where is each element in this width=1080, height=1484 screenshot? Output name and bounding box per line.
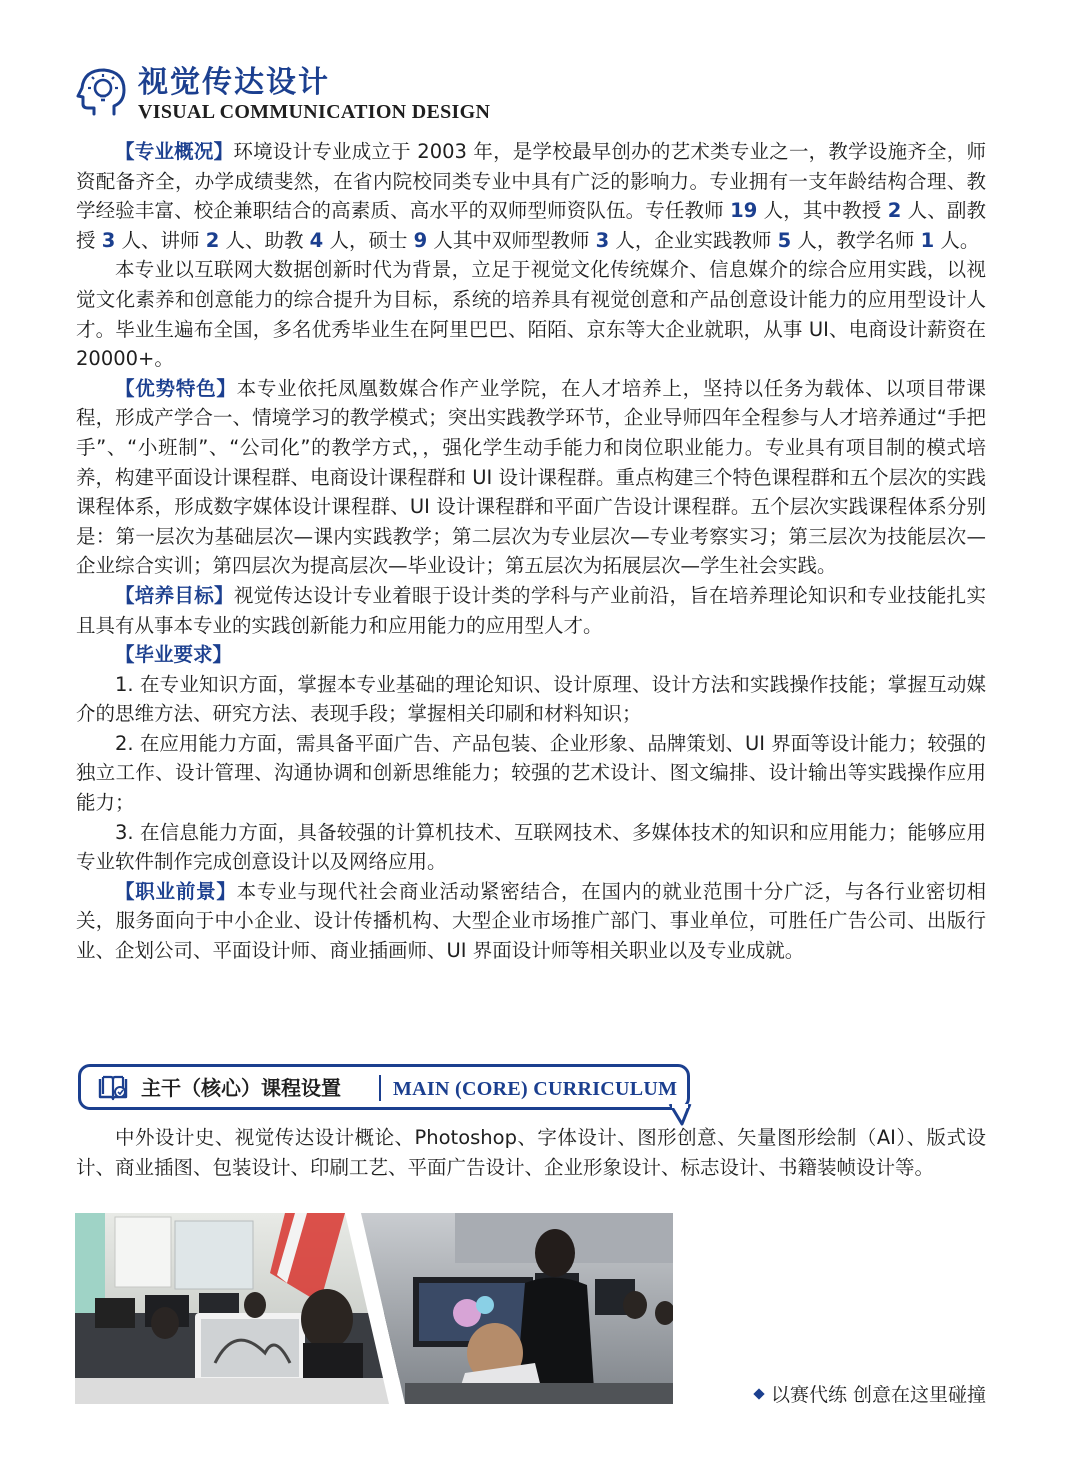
divider (379, 1075, 381, 1101)
overview-text: 人、讲师 (115, 228, 206, 252)
requirements-label: 【毕业要求】 (115, 643, 233, 667)
goals-paragraph (76, 581, 986, 640)
photo-caption (755, 1382, 986, 1408)
stat-number: 2 (205, 228, 220, 252)
overview-paragraph (76, 137, 986, 255)
advantages-text: 本专业依托凤凰数媒合作产业学院，在人才培养上，坚持以任务为载体、以项目带课程，形成产学合一、情境学习的教学模式；突出实践教学环节，企业导师四年全程参与人才培养通过“手把手”、“小班制”、“公司化”的教学方式，，强化学生动手能力和岗位职业能力。专业具有项目制的模式培养，构建平面设计课程群、电商设计课程群和 UI 设计课程群。重点构建三个特色课程群和五个层次的实践课程体系，形成数字媒体设计课程群、UI 设计课程群和平面广告设计课程群。五个层次实践课程体系分别是：第一层次为基础层次—课内实践教学；第二层次为专业层次—专业考察实习；第三层次为技能层次—企业综合实训；第四层次为提高层次—毕业设计；第五层次为拓展层次—学生社会实践。 (76, 376, 986, 578)
goals-text: 视觉传达设计专业着眼于设计类的学科与产业前沿，旨在培养理论知识和专业技能扎实且具有从事本专业的实践创新能力和应用能力的应用型人才。 (76, 583, 986, 637)
stat-number: 4 (309, 228, 324, 252)
stat-number: 9 (413, 228, 428, 252)
classroom-photo (75, 1213, 673, 1404)
background-paragraph: 本专业以互联网大数据创新时代为背景，立足于视觉文化传统媒介、信息媒介的综合应用实践，以视觉文化素养和创意能力的综合提升为目标，系统的培养具有视觉创意和产品创意设计能力的应用型设计人才。毕业生遍布全国，多名优秀毕业生在阿里巴巴、陌陌、京东等大企业就职，从事 UI、电商设计薪资在 20000+。 (76, 258, 986, 371)
overview-text: 人，企业实践教师 (609, 228, 778, 252)
book-icon (97, 1075, 129, 1101)
career-paragraph (76, 877, 986, 966)
overview-text: 人，教学名师 (791, 228, 921, 252)
curriculum-list: 中外设计史、视觉传达设计概论、Photoshop、字体设计、图形创意、矢量图形绘制（AI）、版式设计、商业插图、包装设计、印刷工艺、平面广告设计、企业形象设计、标志设计、书籍装帧设计等。 (76, 1126, 986, 1179)
requirements-heading (76, 640, 986, 670)
career-text: 本专业与现代社会商业活动紧密结合，在国内的就业范围十分广泛，与各行业密切相关，服务面向于中小企业、设计传播机构、大型企业市场推广部门、事业单位，可胜任广告公司、出版行业、企划公司、平面设计师、商业插画师、UI 界面设计师等相关职业以及专业成就。 (76, 879, 986, 963)
diamond-bullet-icon (753, 1388, 764, 1399)
requirement-item: 3. 在信息能力方面，具备较强的计算机技术、互联网技术、多媒体技术的知识和应用能力；能够应用专业软件制作完成创意设计以及网络应用。 (76, 820, 986, 874)
career-label: 【职业前景】 (115, 879, 237, 903)
advantages-paragraph (76, 374, 986, 581)
caption-text: 以赛代练 创意在这里碰撞 (770, 1384, 986, 1406)
advantages-label: 【优势特色】 (115, 376, 237, 400)
page-header (74, 64, 674, 128)
stat-number: 3 (595, 228, 610, 252)
stat-number: 19 (730, 199, 758, 223)
overview-text: 人、副教授 (76, 199, 986, 252)
overview-text: 人，硕士 (323, 228, 414, 252)
page-subtitle: VISUAL COMMUNICATION DESIGN (138, 101, 491, 123)
stat-number: 2 (887, 199, 902, 223)
stat-number: 3 (101, 228, 116, 252)
page-title: 视觉传达设计 (138, 65, 330, 100)
main-content (76, 137, 986, 966)
curriculum-text (76, 1123, 986, 1182)
stat-number: 1 (920, 228, 935, 252)
goals-label: 【培养目标】 (115, 583, 234, 607)
classroom-photo-drawing (75, 1213, 673, 1404)
overview-text: 环境设计专业成立于 2003 年，是学校最早创办的艺术类专业之一，教学设施齐全，师资配备齐全，办学成绩斐然，在省内院校同类专业中具有广泛的影响力。专业拥有一支年龄结构合理、教学经验丰富、校企兼职结合的高素质、高水平的双师型师资队伍。专任教师 (76, 140, 986, 223)
requirement-item: 1. 在专业知识方面，掌握本专业基础的理论知识、设计原理、设计方法和实践操作技能；掌握互动媒介的思维方法、研究方法、表现手段；掌握相关印刷和材料知识； (76, 672, 986, 726)
curriculum-title-en: MAIN (CORE) CURRICULUM (393, 1078, 678, 1100)
overview-text: 人、助教 (219, 228, 310, 252)
overview-label: 【专业概况】 (115, 140, 234, 163)
overview-text: 人。 (934, 228, 980, 252)
curriculum-heading (78, 1064, 690, 1110)
head-lightbulb-icon (74, 64, 132, 122)
requirement-item: 2. 在应用能力方面，需具备平面广告、产品包装、企业形象、品牌策划、UI 界面等设计能力；较强的独立工作、设计管理、沟通协调和创新思维能力；较强的艺术设计、图文编排、设计输出等实践操作应用能力； (76, 731, 986, 815)
overview-text: 人其中双师型教师 (427, 228, 596, 252)
overview-text: 人，其中教授 (757, 199, 888, 223)
curriculum-title: 主干（核心）课程设置 (141, 1076, 341, 1100)
stat-number: 5 (777, 228, 792, 252)
